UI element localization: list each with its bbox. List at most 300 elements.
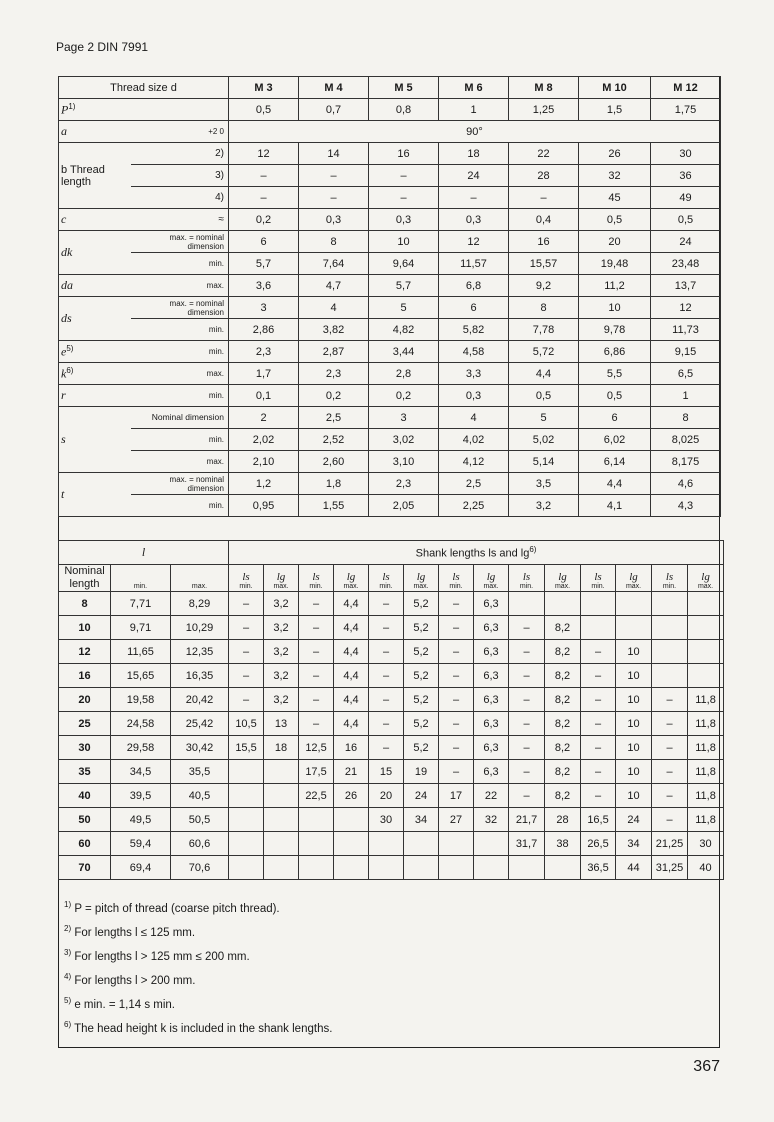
ls-qualifier: min. <box>379 583 393 590</box>
shank-cell <box>439 832 474 856</box>
shank-cell: 16,5 <box>581 808 616 832</box>
cell: 4,4 <box>509 363 579 385</box>
shank-cell: 34 <box>616 832 652 856</box>
cell: 3,10 <box>369 451 439 473</box>
cell: 3,5 <box>509 473 579 495</box>
cell: 2,3 <box>229 341 299 363</box>
cell: 0,8 <box>369 99 439 121</box>
cell: – <box>229 165 299 187</box>
shank-cell: – <box>229 664 264 688</box>
footnote-marker: 5) <box>64 996 72 1005</box>
shank-cell: 8,2 <box>545 760 581 784</box>
shank-row <box>59 712 724 736</box>
cell: 8,175 <box>651 451 721 473</box>
ls-header <box>369 565 404 592</box>
cell: 0,3 <box>439 385 509 407</box>
shank-cell: – <box>299 616 334 640</box>
shank-cell: 39,5 <box>111 784 171 808</box>
l-label: l <box>141 545 146 559</box>
shank-cell <box>652 616 688 640</box>
shank-cell: 20 <box>369 784 404 808</box>
cell: 5,82 <box>439 319 509 341</box>
tol-a: +2 0 <box>131 121 229 143</box>
shank-cell <box>616 616 652 640</box>
footnote-text: The head height k is included in the shank lengths. <box>74 1022 333 1035</box>
shank-cell: – <box>581 712 616 736</box>
nominal-length: 25 <box>59 712 111 736</box>
row-p <box>59 99 721 121</box>
cell: 10 <box>369 231 439 253</box>
ls-header <box>229 565 264 592</box>
shank-cell: – <box>652 688 688 712</box>
cell: 6,02 <box>579 429 651 451</box>
lg-symbol: lg <box>416 571 426 583</box>
cell: 0,4 <box>509 209 579 231</box>
shank-cell: – <box>369 640 404 664</box>
b-label: b Thread length <box>59 143 131 209</box>
shank-cell: 5,2 <box>404 712 439 736</box>
shank-cell: – <box>439 760 474 784</box>
sym-dk: dk <box>61 245 73 259</box>
shank-cell: 19,58 <box>111 688 171 712</box>
footnote-text: P = pitch of thread (coarse pitch thread). <box>74 902 280 915</box>
shank-cell: 20,42 <box>171 688 229 712</box>
shank-cell: 3,2 <box>264 640 299 664</box>
q-dk-min: min. <box>131 253 229 275</box>
shank-cell: 6,3 <box>474 616 509 640</box>
cell: 8 <box>509 297 579 319</box>
shank-cell: 26 <box>334 784 369 808</box>
lg-qualifier: max. <box>625 583 642 590</box>
shank-cell: 16 <box>334 736 369 760</box>
row-dk-min <box>59 253 721 275</box>
shank-cell: 4,4 <box>334 592 369 616</box>
cell: – <box>369 165 439 187</box>
cell: 5,7 <box>229 253 299 275</box>
shank-cell <box>264 856 299 880</box>
cell: 2,8 <box>369 363 439 385</box>
lg-header <box>404 565 439 592</box>
shank-cell: – <box>439 688 474 712</box>
row-s-min <box>59 429 721 451</box>
cell: 6,8 <box>439 275 509 297</box>
shank-cell: 60,6 <box>171 832 229 856</box>
shank-cell: 24 <box>404 784 439 808</box>
size-m10: M 10 <box>579 77 651 99</box>
cell: 49 <box>651 187 721 209</box>
shank-cell <box>509 856 545 880</box>
cell: 5,14 <box>509 451 579 473</box>
lg-qualifier: max. <box>413 583 429 590</box>
row-s-max <box>59 451 721 473</box>
shank-cell: – <box>439 736 474 760</box>
row-s-nom <box>59 407 721 429</box>
shank-cell: 24 <box>616 808 652 832</box>
shank-cell: 17,5 <box>299 760 334 784</box>
footnote-text: For lengths l > 200 mm. <box>74 974 196 987</box>
ls-symbol: ls <box>522 571 531 583</box>
cell: 4 <box>439 407 509 429</box>
shank-cell: 11,8 <box>688 712 724 736</box>
q-s-max: max. <box>131 451 229 473</box>
shank-cell <box>229 784 264 808</box>
q-t-max: max. = nominal dimension <box>131 473 229 495</box>
shank-cell: – <box>439 616 474 640</box>
sym-a: a <box>61 124 67 138</box>
footnote <box>64 1020 332 1044</box>
ls-qualifier: min. <box>519 583 534 590</box>
shank-cell: 31,7 <box>509 832 545 856</box>
row-b3 <box>59 165 721 187</box>
shank-row <box>59 688 724 712</box>
ls-qualifier: min. <box>591 583 605 590</box>
cell: 12 <box>229 143 299 165</box>
shank-cell: 26,5 <box>581 832 616 856</box>
ls-symbol: ls <box>665 571 674 583</box>
row-t-max <box>59 473 721 495</box>
shank-row <box>59 592 724 616</box>
shank-cell: 40 <box>688 856 724 880</box>
sym-da: da <box>61 278 73 292</box>
lg-symbol: lg <box>701 571 710 583</box>
shank-cell <box>334 856 369 880</box>
cell: 5,5 <box>579 363 651 385</box>
cell: 20 <box>579 231 651 253</box>
nominal-length: 35 <box>59 760 111 784</box>
shank-cell: 15 <box>369 760 404 784</box>
shank-cell: 21,25 <box>652 832 688 856</box>
row-b2 <box>59 143 721 165</box>
cell: 8,025 <box>651 429 721 451</box>
ls-qualifier: min. <box>449 583 463 590</box>
shank-cell: – <box>229 592 264 616</box>
shank-cell: 6,3 <box>474 760 509 784</box>
row-ds-min <box>59 319 721 341</box>
shank-cell: 10 <box>616 640 652 664</box>
cell: 4,58 <box>439 341 509 363</box>
shank-cell: 11,8 <box>688 760 724 784</box>
shank-cell: 5,2 <box>404 616 439 640</box>
footnote-marker: 6) <box>64 1020 72 1029</box>
cell: 0,5 <box>651 209 721 231</box>
shank-cell: – <box>509 712 545 736</box>
footnote <box>64 924 332 948</box>
cell: 1,25 <box>509 99 579 121</box>
cell: 16 <box>509 231 579 253</box>
lg-qualifier: max. <box>343 583 359 590</box>
q-s-nom: Nominal dimension <box>131 407 229 429</box>
nominal-length-label: Nominal length <box>59 565 111 592</box>
shank-cell: 30 <box>369 808 404 832</box>
shank-cell: 69,4 <box>111 856 171 880</box>
q-s-min: min. <box>131 429 229 451</box>
size-m3: M 3 <box>229 77 299 99</box>
cell: 4,7 <box>299 275 369 297</box>
shank-cell: 44 <box>616 856 652 880</box>
cell: 11,57 <box>439 253 509 275</box>
shank-cell <box>688 592 724 616</box>
shank-cell: – <box>509 784 545 808</box>
shank-cell: 16,35 <box>171 664 229 688</box>
shank-cell: 12,35 <box>171 640 229 664</box>
cell: 24 <box>439 165 509 187</box>
cell: 5,7 <box>369 275 439 297</box>
footnote-marker: 4) <box>64 972 72 981</box>
footnote-text: For lengths l > 125 mm ≤ 200 mm. <box>74 950 250 963</box>
lg-qualifier: max. <box>483 583 499 590</box>
sup-b4: 4) <box>131 187 229 209</box>
nominal-length: 10 <box>59 616 111 640</box>
shank-cell: – <box>652 808 688 832</box>
shank-cell: – <box>509 640 545 664</box>
shank-subheader-row <box>59 565 724 592</box>
lg-symbol: lg <box>486 571 496 583</box>
col-min: min. <box>111 565 171 592</box>
shank-cell: 50,5 <box>171 808 229 832</box>
cell: – <box>299 165 369 187</box>
cell: 0,95 <box>229 495 299 517</box>
cell: 2,02 <box>229 429 299 451</box>
shank-cell: 8,2 <box>545 664 581 688</box>
cell: 4 <box>299 297 369 319</box>
shank-cell: 5,2 <box>404 736 439 760</box>
cell: 3,3 <box>439 363 509 385</box>
shank-cell: 11,8 <box>688 736 724 760</box>
shank-cell: 15,65 <box>111 664 171 688</box>
cell: – <box>509 187 579 209</box>
shank-cell: 8,2 <box>545 784 581 808</box>
shank-cell: 22 <box>474 784 509 808</box>
shank-cell: 34 <box>404 808 439 832</box>
cell: 3,6 <box>229 275 299 297</box>
shank-cell: 8,29 <box>171 592 229 616</box>
shank-cell <box>474 856 509 880</box>
shank-cell <box>229 760 264 784</box>
shank-cell: 5,2 <box>404 640 439 664</box>
cell: 2,10 <box>229 451 299 473</box>
cell: 7,78 <box>509 319 579 341</box>
sym-r: r <box>61 388 66 402</box>
shank-cell <box>688 640 724 664</box>
shank-cell: – <box>439 712 474 736</box>
cell: 23,48 <box>651 253 721 275</box>
cell: 0,2 <box>229 209 299 231</box>
cell: 5,02 <box>509 429 579 451</box>
cell: 9,2 <box>509 275 579 297</box>
q-ds-max: max. = nominal dimension <box>131 297 229 319</box>
cell: 2,87 <box>299 341 369 363</box>
shank-title: Shank lengths ls and lg <box>415 547 530 560</box>
cell: 12 <box>651 297 721 319</box>
shank-cell: 3,2 <box>264 688 299 712</box>
sup-e: 5) <box>66 343 74 353</box>
shank-cell: 25,42 <box>171 712 229 736</box>
shank-cell: 3,2 <box>264 664 299 688</box>
shank-cell: 8,2 <box>545 736 581 760</box>
nominal-length: 50 <box>59 808 111 832</box>
shank-row <box>59 808 724 832</box>
row-c <box>59 209 721 231</box>
shank-cell: 3,2 <box>264 592 299 616</box>
cell: 13,7 <box>651 275 721 297</box>
ls-qualifier: min. <box>239 583 253 590</box>
cell: 3 <box>229 297 299 319</box>
cell: 14 <box>299 143 369 165</box>
cell: 3,2 <box>509 495 579 517</box>
ls-header <box>299 565 334 592</box>
row-k <box>59 363 721 385</box>
lg-symbol: lg <box>629 571 638 583</box>
shank-cell: 4,4 <box>334 640 369 664</box>
shank-cell: 31,25 <box>652 856 688 880</box>
shank-cell <box>334 808 369 832</box>
cell: 28 <box>509 165 579 187</box>
cell: 36 <box>651 165 721 187</box>
sym-s: s <box>61 432 66 446</box>
row-a <box>59 121 721 143</box>
shank-cell: 6,3 <box>474 664 509 688</box>
cell: 1,75 <box>651 99 721 121</box>
cell: 0,5 <box>229 99 299 121</box>
shank-row <box>59 640 724 664</box>
cell: 1,55 <box>299 495 369 517</box>
ls-symbol: ls <box>452 571 460 583</box>
nominal-length: 70 <box>59 856 111 880</box>
shank-cell: – <box>369 592 404 616</box>
cell: 3,02 <box>369 429 439 451</box>
shank-cell: 18 <box>264 736 299 760</box>
ls-header <box>439 565 474 592</box>
shank-cell: 10 <box>616 736 652 760</box>
cell: 11,2 <box>579 275 651 297</box>
cell: 2,60 <box>299 451 369 473</box>
shank-cell <box>688 664 724 688</box>
shank-cell: 10 <box>616 688 652 712</box>
ls-qualifier: min. <box>662 583 677 590</box>
cell: 0,3 <box>369 209 439 231</box>
shank-cell: 15,5 <box>229 736 264 760</box>
cell: 12 <box>439 231 509 253</box>
cell: 9,78 <box>579 319 651 341</box>
cell: 0,5 <box>509 385 579 407</box>
shank-cell <box>229 832 264 856</box>
shank-cell <box>545 592 581 616</box>
shank-cell: 22,5 <box>299 784 334 808</box>
shank-cell: – <box>299 688 334 712</box>
shank-cell <box>581 616 616 640</box>
cell: 6 <box>229 231 299 253</box>
lg-header <box>545 565 581 592</box>
cell: 9,15 <box>651 341 721 363</box>
shank-cell: – <box>581 784 616 808</box>
shank-cell: 3,2 <box>264 616 299 640</box>
shank-title-row <box>59 541 724 565</box>
cell: 2,5 <box>299 407 369 429</box>
shank-cell: 10 <box>616 760 652 784</box>
q-c: ≈ <box>131 209 229 231</box>
shank-cell: 8,2 <box>545 616 581 640</box>
shank-cell: 34,5 <box>111 760 171 784</box>
cell: 3 <box>369 407 439 429</box>
shank-cell: 8,2 <box>545 712 581 736</box>
cell: 19,48 <box>579 253 651 275</box>
shank-row <box>59 760 724 784</box>
shank-cell: 6,3 <box>474 592 509 616</box>
shank-cell: – <box>369 712 404 736</box>
cell: 7,64 <box>299 253 369 275</box>
q-dk-max: max. = nominal dimension <box>131 231 229 253</box>
nominal-length: 8 <box>59 592 111 616</box>
cell: 4,1 <box>579 495 651 517</box>
sym-c: c <box>61 212 67 226</box>
shank-cell: 27 <box>439 808 474 832</box>
cell: – <box>299 187 369 209</box>
cell: 5 <box>369 297 439 319</box>
row-ds-max <box>59 297 721 319</box>
cell: 0,3 <box>439 209 509 231</box>
cell: 8 <box>651 407 721 429</box>
cell: 1 <box>439 99 509 121</box>
shank-cell: 6,3 <box>474 712 509 736</box>
shank-cell <box>509 592 545 616</box>
shank-cell: – <box>299 592 334 616</box>
cell: 6,14 <box>579 451 651 473</box>
cell: 2,3 <box>299 363 369 385</box>
thread-size-label: Thread size d <box>59 77 229 99</box>
shank-cell: 6,3 <box>474 688 509 712</box>
lg-symbol: lg <box>558 571 567 583</box>
nominal-length: 16 <box>59 664 111 688</box>
cell: 3,82 <box>299 319 369 341</box>
q-da: max. <box>131 275 229 297</box>
q-ds-min: min. <box>131 319 229 341</box>
row-r <box>59 385 721 407</box>
shank-cell <box>299 832 334 856</box>
shank-cell: – <box>299 640 334 664</box>
shank-cell: 11,8 <box>688 784 724 808</box>
cell: – <box>229 187 299 209</box>
shank-cell: 6,3 <box>474 736 509 760</box>
ls-symbol: ls <box>242 571 250 583</box>
shank-cell: 11,8 <box>688 688 724 712</box>
shank-cell: 9,71 <box>111 616 171 640</box>
shank-cell <box>264 760 299 784</box>
cell: 3,44 <box>369 341 439 363</box>
shank-cell <box>688 616 724 640</box>
lg-qualifier: max. <box>697 583 714 590</box>
cell: – <box>369 187 439 209</box>
shank-cell: 29,58 <box>111 736 171 760</box>
cell: 2 <box>229 407 299 429</box>
ls-symbol: ls <box>382 571 390 583</box>
cell: 0,1 <box>229 385 299 407</box>
cell: 6,5 <box>651 363 721 385</box>
q-r: min. <box>131 385 229 407</box>
cell: 1,8 <box>299 473 369 495</box>
shank-cell: – <box>652 784 688 808</box>
shank-cell: 38 <box>545 832 581 856</box>
shank-cell: 59,4 <box>111 832 171 856</box>
row-da <box>59 275 721 297</box>
lg-header <box>334 565 369 592</box>
shank-cell: – <box>652 712 688 736</box>
cell: 2,5 <box>439 473 509 495</box>
shank-cell <box>369 856 404 880</box>
shank-cell: – <box>439 664 474 688</box>
shank-row <box>59 664 724 688</box>
lg-header <box>264 565 299 592</box>
size-m4: M 4 <box>299 77 369 99</box>
